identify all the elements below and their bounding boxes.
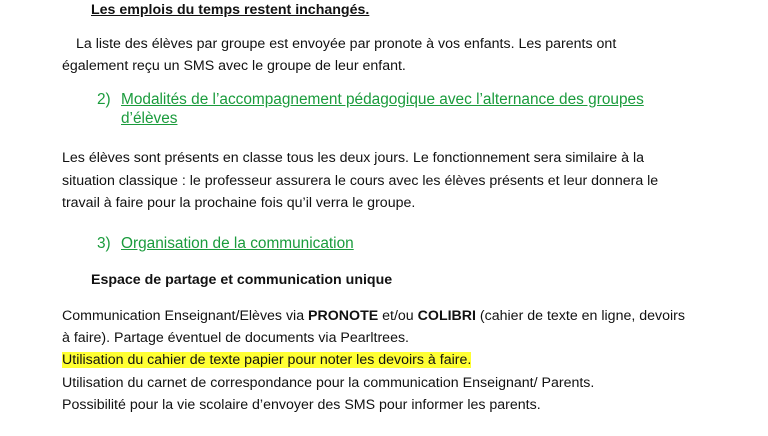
section2-number: 2)	[97, 91, 111, 108]
section2-title-line2: d’élèves	[121, 110, 178, 127]
para3-line1-c: et/ou	[378, 308, 418, 324]
pronote-label: PRONOTE	[308, 308, 379, 324]
para3-line1	[62, 306, 685, 326]
para3-line5: Possibilité pour la vie scolaire d’envoyer des SMS pour informer les parents.	[62, 397, 541, 413]
para1-line2: également reçu un SMS avec le groupe de leur enfant.	[62, 58, 406, 74]
section2-heading-cont	[121, 109, 177, 128]
para1-line1: La liste des élèves par groupe est envoyée par pronote à vos enfants. Les parents ont	[76, 36, 617, 52]
para3-line1-e: (cahier de texte en ligne, devoirs	[475, 308, 685, 324]
section3-number: 3)	[97, 235, 111, 252]
colibri-label: COLIBRI	[417, 308, 476, 324]
para3-line3	[62, 350, 471, 370]
timetable-notice-heading: Les emplois du temps restent inchangés.	[91, 2, 370, 18]
para2-line2: situation classique : le professeur assurera le cours avec les élèves présents et leur donnera le	[62, 173, 659, 189]
para3-line4: Utilisation du carnet de correspondance pour la communication Enseignant/ Parents.	[62, 375, 595, 391]
section2-heading	[97, 90, 644, 109]
para3-line1-a: Communication Enseignant/Elèves via	[62, 308, 309, 324]
section3-heading	[97, 234, 354, 253]
highlighted-instruction: Utilisation du cahier de texte papier pour noter les devoirs à faire.	[62, 352, 472, 368]
section2-title-line1: Modalités de l’accompagnement pédagogique avec l’alternance des groupes	[121, 91, 644, 108]
subheading-sharing-space: Espace de partage et communication unique	[91, 272, 393, 288]
para3-line2: à faire). Partage éventuel de documents via Pearltrees.	[62, 330, 409, 346]
para2-line3: travail à faire pour la prochaine fois qu’il verra le groupe.	[62, 195, 416, 211]
para2-line1: Les élèves sont présents en classe tous les deux jours. Le fonctionnement sera similaire à la	[62, 150, 644, 166]
section3-title: Organisation de la communication	[121, 235, 354, 252]
